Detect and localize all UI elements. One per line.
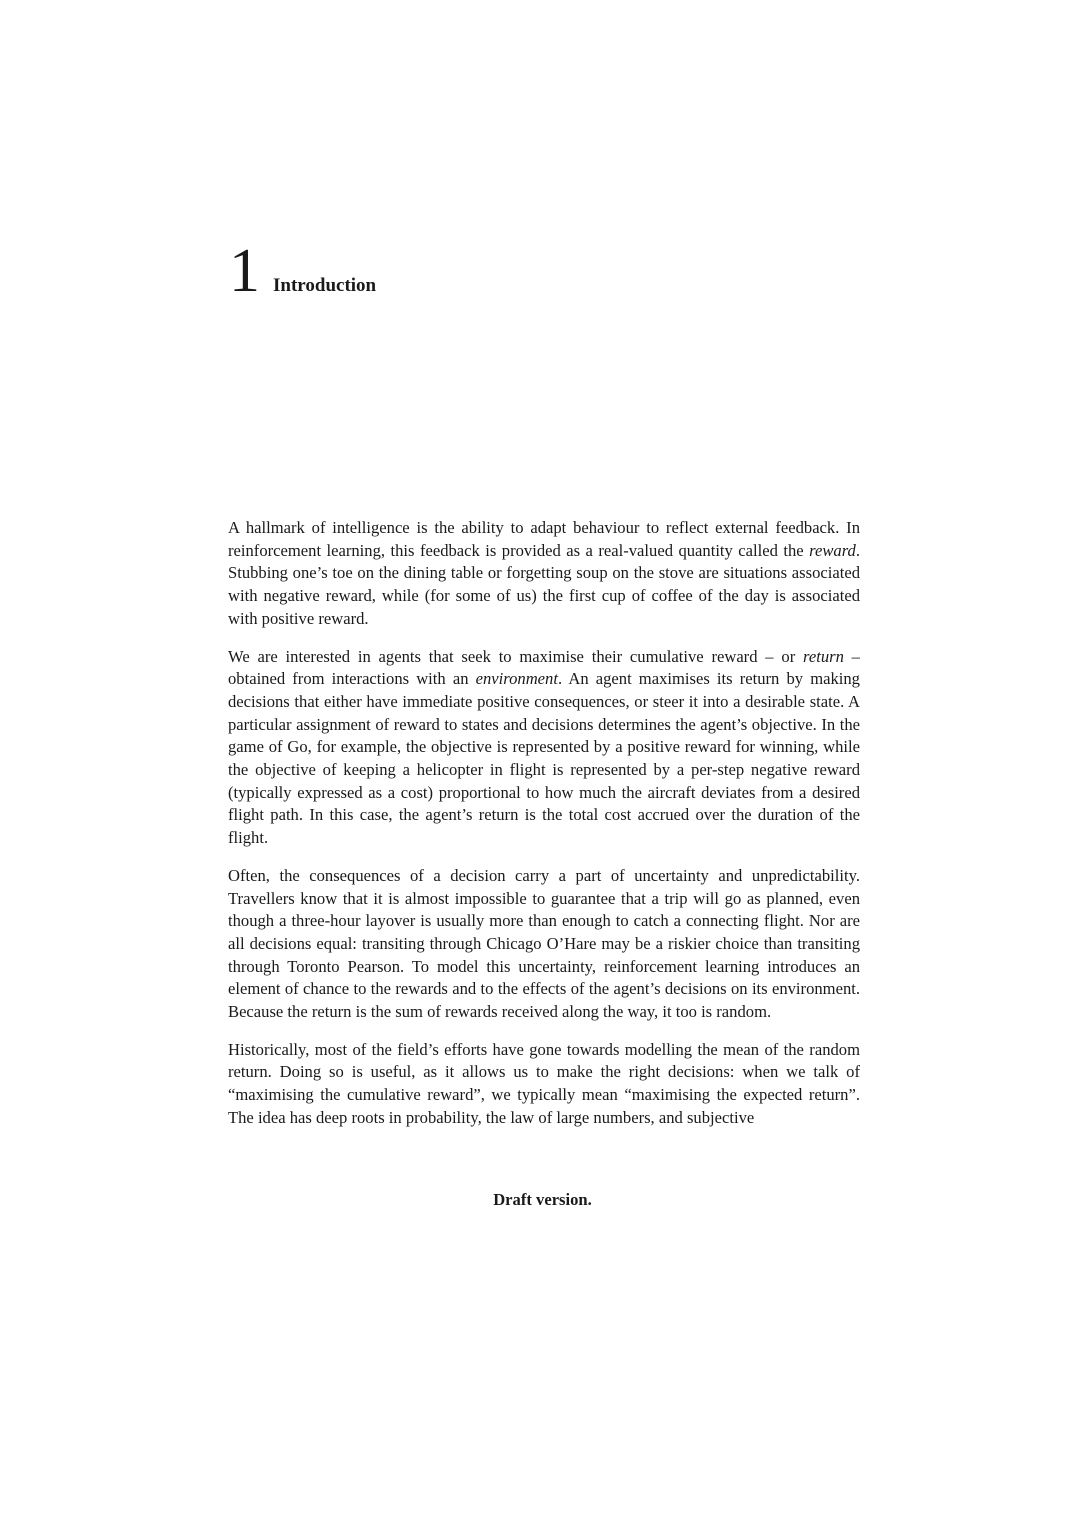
text-run: . Stubbing one’s toe on the dining table or forgetting soup on the stove are situations associated with negative reward, while (for some of us) the first cup of coffee of the day is associated with positive reward. — [228, 540, 860, 628]
paragraph — [228, 646, 860, 850]
emphasized-term: reward — [809, 540, 856, 560]
paragraph — [228, 517, 860, 631]
text-run: We are interested in agents that seek to maximise their cumulative reward – or — [228, 646, 804, 666]
emphasized-term: environment — [475, 669, 558, 689]
paragraph — [228, 865, 860, 1024]
text-run: . An agent maximises its return by making decisions that either have immediate positive consequences, or steer it into a desirable state. A particular assignment of reward to states and decisions determines the agent’s objective. In the game of Go, for example, the objective is represented by a positive reward for winning, while the objective of keeping a helicopter in flight is represented by a per-step negative reward (typically expressed as a cost) proportional to how much the aircraft deviates from a desired flight path. In this case, the agent’s return is the total cost accrued over the duration of the flight. — [228, 669, 860, 848]
draft-version-note: Draft version. — [493, 1190, 592, 1209]
chapter-heading — [229, 237, 377, 305]
chapter-title: Introduction — [273, 275, 377, 296]
chapter-number: 1 — [229, 237, 260, 305]
body-text — [228, 517, 860, 1130]
paragraph — [228, 1039, 860, 1130]
text-run: A hallmark of intelligence is the ability to adapt behaviour to reflect external feedback. In reinforcement learning, this feedback is provided as a real-valued quantity called the — [228, 518, 860, 560]
emphasized-term: return — [803, 646, 844, 666]
text-run: Often, the consequences of a decision carry a part of uncertainty and unpredictability. Travellers know that it is almost impossible to guarantee that a trip will go as planned, even though a three-hour layover is usually more than enough to catch a connecting flight. Nor are all decisions equal: transiting through Chicago O’Hare may be a riskier choice than transiting through Toronto Pearson. To model this uncertainty, reinforcement learning introduces an element of chance to the rewards and to the effects of the agent’s decisions on its environment. Because the return is the sum of rewards received along the way, it too is random. — [228, 865, 860, 1022]
text-run: Historically, most of the field’s efforts have gone towards modelling the mean of the random return. Doing so is useful, as it allows us to make the right decisions: when we talk of “maximising the cumulative reward”, we typically mean “maximising the expected return”. The idea has deep roots in probability, the law of large numbers, and subjective — [228, 1039, 860, 1127]
text-run: – obtained from interactions with an — [228, 646, 860, 689]
